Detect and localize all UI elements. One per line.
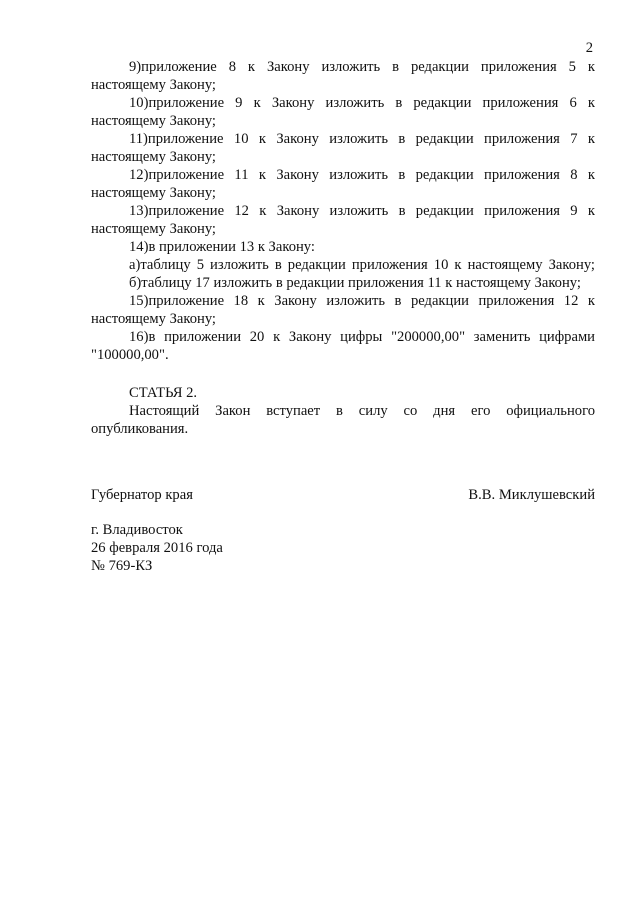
list-item: 16)в приложении 20 к Закону цифры "200000,00" заменить цифрами "100000,00". xyxy=(91,329,595,363)
list-item: 9)приложение 8 к Закону изложить в редакции приложения 5 к настоящему Закону; xyxy=(91,59,595,93)
signature-title: Губернатор края xyxy=(91,487,193,503)
document-body xyxy=(91,58,595,438)
list-item: 13)приложение 12 к Закону изложить в редакции приложения 9 к настоящему Закону; xyxy=(91,203,595,237)
list-item: б)таблицу 17 изложить в редакции приложения 11 к настоящему Закону; xyxy=(129,275,581,291)
list-item: а)таблицу 5 изложить в редакции приложения 10 к настоящему Закону; xyxy=(129,257,595,273)
place-date-block xyxy=(91,521,223,575)
list-item: 15)приложение 18 к Закону изложить в редакции приложения 12 к настоящему Закону; xyxy=(91,293,595,327)
article-heading: СТАТЬЯ 2. xyxy=(129,385,198,401)
article-text: Настоящий Закон вступает в силу со дня его официального опубликования. xyxy=(91,403,595,437)
list-item: 10)приложение 9 к Закону изложить в редакции приложения 6 к настоящему Закону; xyxy=(91,95,595,129)
list-item: 11)приложение 10 к Закону изложить в редакции приложения 7 к настоящему Закону; xyxy=(91,131,595,165)
signature-name: В.В. Миклушевский xyxy=(468,487,595,503)
page-number: 2 xyxy=(585,40,593,56)
list-item: 14)в приложении 13 к Закону: xyxy=(129,239,315,255)
date: 26 февраля 2016 года xyxy=(91,540,223,556)
place: г. Владивосток xyxy=(91,522,183,538)
signature-row xyxy=(91,486,595,504)
list-item: 12)приложение 11 к Закону изложить в редакции приложения 8 к настоящему Закону; xyxy=(91,167,595,201)
law-number: № 769-КЗ xyxy=(91,558,153,574)
